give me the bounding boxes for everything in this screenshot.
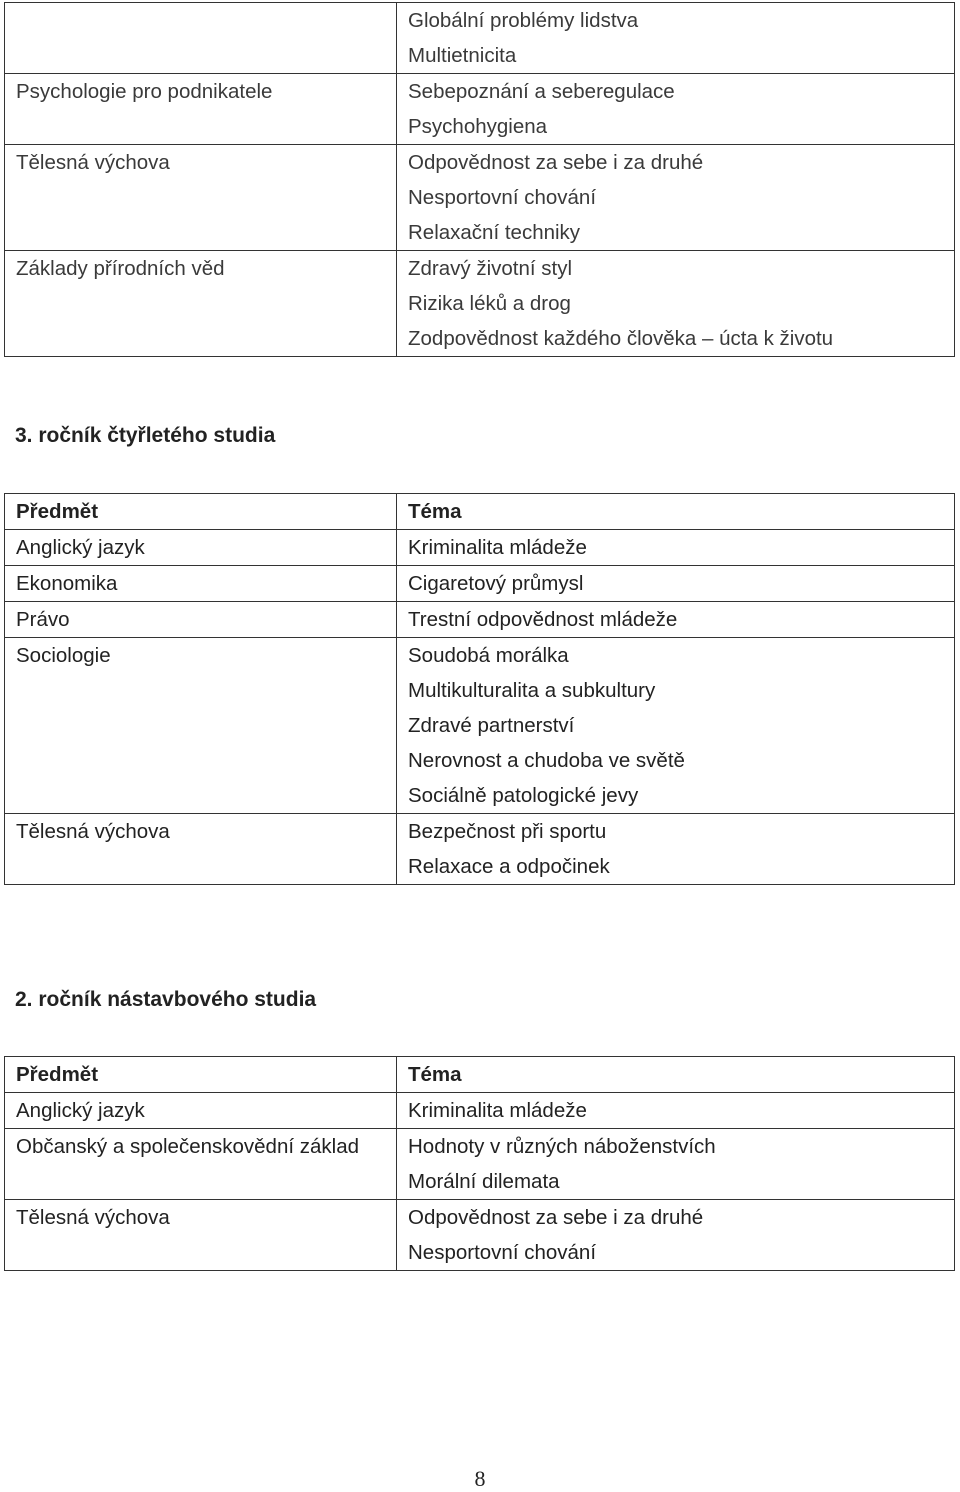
topics-cell — [397, 566, 954, 601]
table-row — [5, 3, 954, 73]
page-number: 8 — [474, 1466, 486, 1491]
topic-item: Kriminalita mládeže — [408, 536, 587, 559]
subject-label: Tělesná výchova — [16, 151, 170, 174]
topics-cell — [397, 3, 954, 73]
topics-cell — [397, 494, 954, 529]
subject-cell — [5, 1129, 397, 1199]
topics-table-extension-year2 — [4, 1056, 955, 1271]
subject-label: Anglický jazyk — [16, 536, 145, 559]
topic-item: Nesportovní chování — [408, 1241, 597, 1264]
table-row — [5, 250, 954, 356]
topic-item: Multikulturalita a subkultury — [408, 679, 656, 702]
section-heading: 2. ročník nástavbového studia — [15, 988, 317, 1011]
subject-cell — [5, 1093, 397, 1128]
table-header-row — [5, 1057, 954, 1092]
topic-item: Hodnoty v různých náboženstvích — [408, 1135, 716, 1158]
topics-table-year3 — [4, 493, 955, 885]
subject-label — [5, 3, 396, 38]
table-row — [5, 1199, 954, 1270]
topics-cell — [397, 1129, 954, 1199]
column-header-subject: Předmět — [16, 1063, 99, 1086]
topic-item: Cigaretový průmysl — [408, 572, 584, 595]
table-row — [5, 565, 954, 601]
subject-cell — [5, 566, 397, 601]
subject-cell — [5, 251, 397, 356]
topic-item: Kriminalita mládeže — [408, 1099, 587, 1122]
table-row — [5, 73, 954, 144]
topic-item: Sebepoznání a seberegulace — [408, 80, 675, 103]
topics-cell — [397, 145, 954, 250]
subject-cell — [5, 638, 397, 813]
column-header-subject: Předmět — [16, 500, 99, 523]
subject-label: Tělesná výchova — [16, 820, 170, 843]
topics-cell — [397, 1093, 954, 1128]
topic-item: Soudobá morálka — [408, 644, 569, 667]
topic-item: Odpovědnost za sebe i za druhé — [408, 1206, 704, 1229]
topics-cell — [397, 1057, 954, 1092]
subject-cell — [5, 814, 397, 884]
topic-item: Zdravé partnerství — [408, 714, 575, 737]
topic-item: Rizika léků a drog — [408, 292, 571, 315]
topics-table-continued — [4, 2, 955, 357]
subject-cell — [5, 602, 397, 637]
topic-item: Odpovědnost za sebe i za druhé — [408, 151, 704, 174]
topics-cell — [397, 74, 954, 144]
subject-label: Tělesná výchova — [16, 1206, 170, 1229]
topics-cell — [397, 530, 954, 565]
topic-item: Zdravý životní styl — [408, 257, 573, 280]
table-row — [5, 1092, 954, 1128]
table-row — [5, 144, 954, 250]
table-header-row — [5, 494, 954, 529]
subject-label: Občanský a společenskovědní základ — [16, 1135, 360, 1158]
column-header-topic: Téma — [408, 500, 462, 523]
topic-item: Relaxace a odpočinek — [408, 855, 610, 878]
topic-item: Globální problémy lidstva — [408, 9, 639, 32]
topics-cell — [397, 1200, 954, 1270]
topics-cell — [397, 251, 954, 356]
subject-label: Anglický jazyk — [16, 1099, 145, 1122]
subject-cell — [5, 1200, 397, 1270]
table-row — [5, 813, 954, 884]
topic-item: Morální dilemata — [408, 1170, 560, 1193]
subject-cell — [5, 530, 397, 565]
table-row — [5, 529, 954, 565]
topics-cell — [397, 814, 954, 884]
topic-item: Multietnicita — [408, 44, 517, 67]
subject-label: Právo — [16, 608, 70, 631]
subject-label: Základy přírodních věd — [16, 257, 225, 280]
subject-label: Ekonomika — [16, 572, 118, 595]
subject-cell — [5, 494, 397, 529]
topic-item: Relaxační techniky — [408, 221, 581, 244]
subject-label: Sociologie — [16, 644, 111, 667]
subject-label: Psychologie pro podnikatele — [16, 80, 273, 103]
topic-item: Bezpečnost při sportu — [408, 820, 607, 843]
subject-cell — [5, 3, 397, 73]
topic-item: Nesportovní chování — [408, 186, 597, 209]
column-header-topic: Téma — [408, 1063, 462, 1086]
table-row — [5, 1128, 954, 1199]
topic-item: Sociálně patologické jevy — [408, 784, 639, 807]
topic-item: Psychohygiena — [408, 115, 548, 138]
topics-cell — [397, 638, 954, 813]
subject-cell — [5, 145, 397, 250]
section-heading: 3. ročník čtyřletého studia — [15, 424, 276, 447]
subject-cell — [5, 74, 397, 144]
table-row — [5, 601, 954, 637]
table-row — [5, 637, 954, 813]
topic-item: Nerovnost a chudoba ve světě — [408, 749, 685, 772]
subject-cell — [5, 1057, 397, 1092]
topic-item: Trestní odpovědnost mládeže — [408, 608, 678, 631]
topics-cell — [397, 602, 954, 637]
topic-item: Zodpovědnost každého člověka – úcta k životu — [408, 327, 834, 350]
